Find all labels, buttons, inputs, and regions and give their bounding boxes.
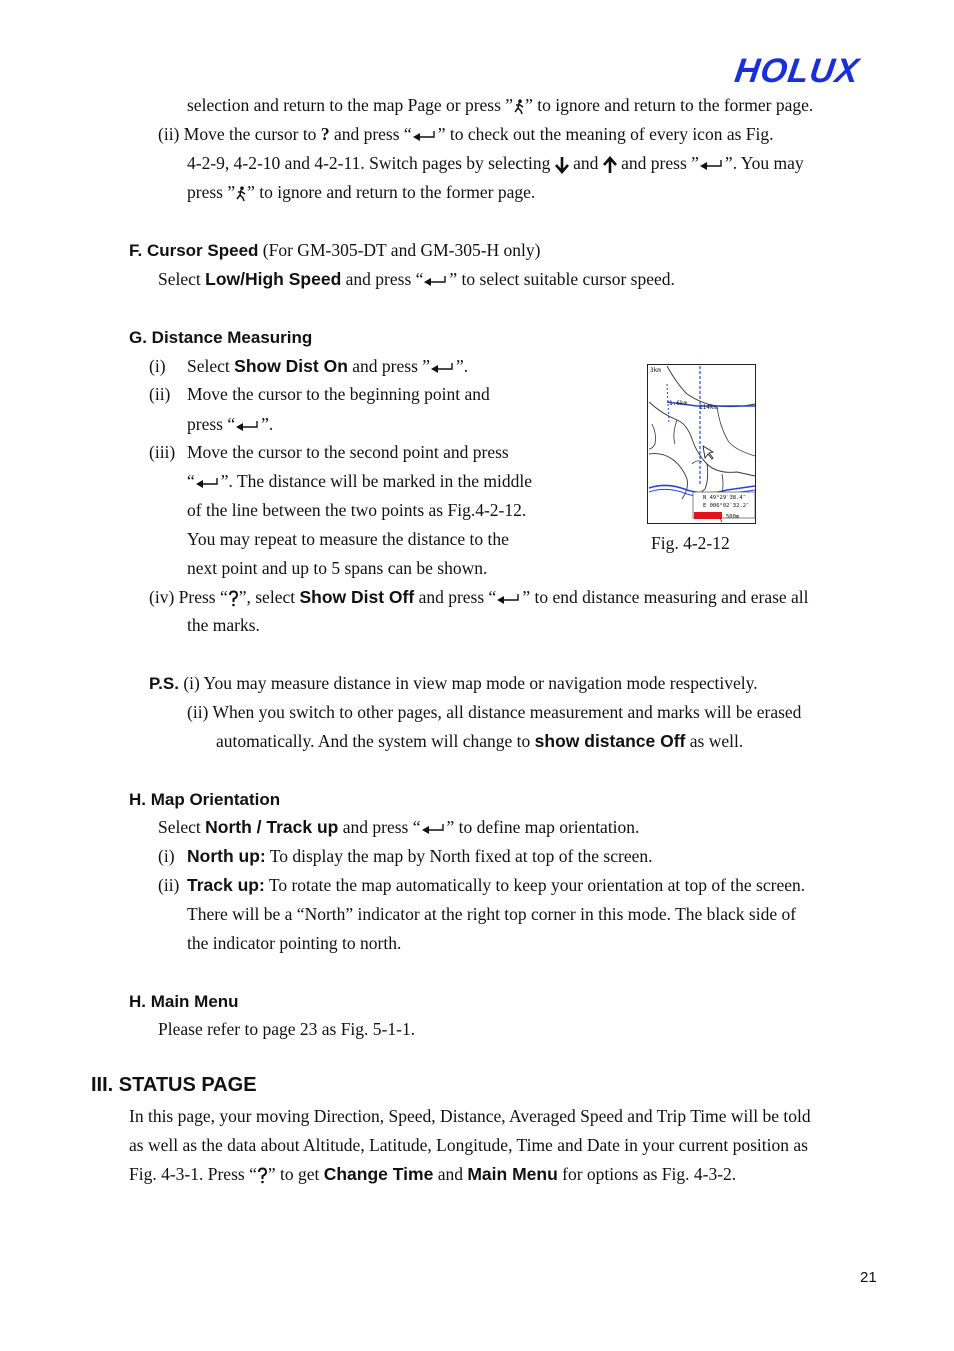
g-item-i: Select Show Dist On and press ” ”. <box>187 356 469 376</box>
h1-select-line: Select North / Track up and press “ ” to define map orientation. <box>158 817 640 837</box>
status-line-2: as well as the data about Altitude, Latitude, Longitude, Time and Date in your current position as <box>129 1135 808 1155</box>
ps-line-2: (ii) When you switch to other pages, all distance measurement and marks will be erased <box>187 702 802 722</box>
g-item-iii-line-5: next point and up to 5 spans can be shown. <box>187 558 488 578</box>
question-mark-icon <box>257 1167 268 1184</box>
status-line-3: Fig. 4-3-1. Press “ ” to get Change Time and Main Menu for options as Fig. 4-3-2. <box>129 1164 737 1184</box>
intro-line-4: press ” ” to ignore and return to the former page. <box>187 182 536 202</box>
running-man-icon <box>513 99 525 115</box>
question-mark-icon <box>228 590 239 607</box>
intro-line-3: 4-2-9, 4-2-10 and 4-2-11. Switch pages by selecting and and press ” ”. You may <box>187 153 804 173</box>
map-scale: 500m <box>726 514 740 520</box>
map-longitude: E 006°02′32.2″ <box>703 503 750 509</box>
section-h-main-menu-heading: H. Main Menu <box>129 992 239 1011</box>
g-item-iii-number: (iii) <box>149 442 176 462</box>
map-latitude: N 49°29′38.4″ <box>703 495 747 501</box>
enter-key-icon <box>423 275 449 287</box>
figure-caption: Fig. 4-2-12 <box>651 533 730 553</box>
h1-item-ii-line-1: Track up: To rotate the map automatically to keep your orientation at top of the screen. <box>187 875 806 895</box>
enter-key-icon <box>235 420 261 432</box>
enter-key-icon <box>496 593 522 605</box>
intro-line-2: (ii) Move the cursor to ? and press “ ” to check out the meaning of every icon as Fig. <box>158 124 774 144</box>
gps-map-figure <box>647 364 756 524</box>
enter-key-icon <box>412 130 438 142</box>
holux-logo: HOLUX <box>732 52 862 90</box>
running-man-icon <box>235 186 247 202</box>
map-status-bar <box>694 512 722 519</box>
h1-item-i: North up: To display the map by North fixed at top of the screen. <box>187 846 653 866</box>
gps-map-screen <box>647 364 756 524</box>
g-item-ii-line-1: Move the cursor to the beginning point and <box>187 384 490 404</box>
g-item-ii-line-2: press “ ”. <box>187 414 274 434</box>
g-item-i-number: (i) <box>149 356 166 376</box>
g-item-iii-line-2: “ ”. The distance will be marked in the middle <box>187 471 532 491</box>
h1-item-ii-line-2: There will be a “North” indicator at the right top corner in this mode. The black side of <box>187 904 797 924</box>
arrow-down-icon <box>555 156 569 174</box>
page-number: 21 <box>860 1269 877 1286</box>
section-g-heading: G. Distance Measuring <box>129 328 313 347</box>
h1-item-i-number: (i) <box>158 846 175 866</box>
g-item-iii-line-4: You may repeat to measure the distance to the <box>187 529 509 549</box>
section-f-heading: F. Cursor Speed (For GM-305-DT and GM-305-H only) <box>129 240 541 260</box>
map-label-c: 114km <box>699 404 718 411</box>
status-page-heading: III. STATUS PAGE <box>91 1074 257 1096</box>
section-f-text: Select Low/High Speed and press “ ” to select suitable cursor speed. <box>158 269 675 289</box>
ps-line-1: P.S. (i) You may measure distance in view map mode or navigation mode respectively. <box>149 673 758 693</box>
enter-key-icon <box>430 362 456 374</box>
map-label-b: 1.6km <box>669 400 688 407</box>
map-label-a: 3km <box>650 367 661 374</box>
h1-item-ii-line-3: the indicator pointing to north. <box>187 933 402 953</box>
intro-line-1: selection and return to the map Page or press ” ” to ignore and return to the former page. <box>187 95 814 115</box>
ps-line-3: automatically. And the system will change to show distance Off as well. <box>216 731 744 751</box>
g-item-iv-line-2: the marks. <box>187 615 260 635</box>
enter-key-icon <box>195 477 221 489</box>
g-item-iv-line-1: (iv) Press “ ”, select Show Dist Off and press “ ” to end distance measuring and erase all <box>149 587 809 607</box>
g-item-iii-line-1: Move the cursor to the second point and press <box>187 442 509 462</box>
g-item-ii-number: (ii) <box>149 384 171 404</box>
arrow-up-icon <box>603 156 617 174</box>
enter-key-icon <box>421 823 447 835</box>
status-line-1: In this page, your moving Direction, Speed, Distance, Averaged Speed and Trip Time will be told <box>129 1106 811 1126</box>
section-h-map-orientation-heading: H. Map Orientation <box>129 790 281 809</box>
g-item-iii-line-3: of the line between the two points as Fig.4-2-12. <box>187 500 527 520</box>
enter-key-icon <box>699 159 725 171</box>
h2-text: Please refer to page 23 as Fig. 5-1-1. <box>158 1019 416 1039</box>
h1-item-ii-number: (ii) <box>158 875 180 895</box>
